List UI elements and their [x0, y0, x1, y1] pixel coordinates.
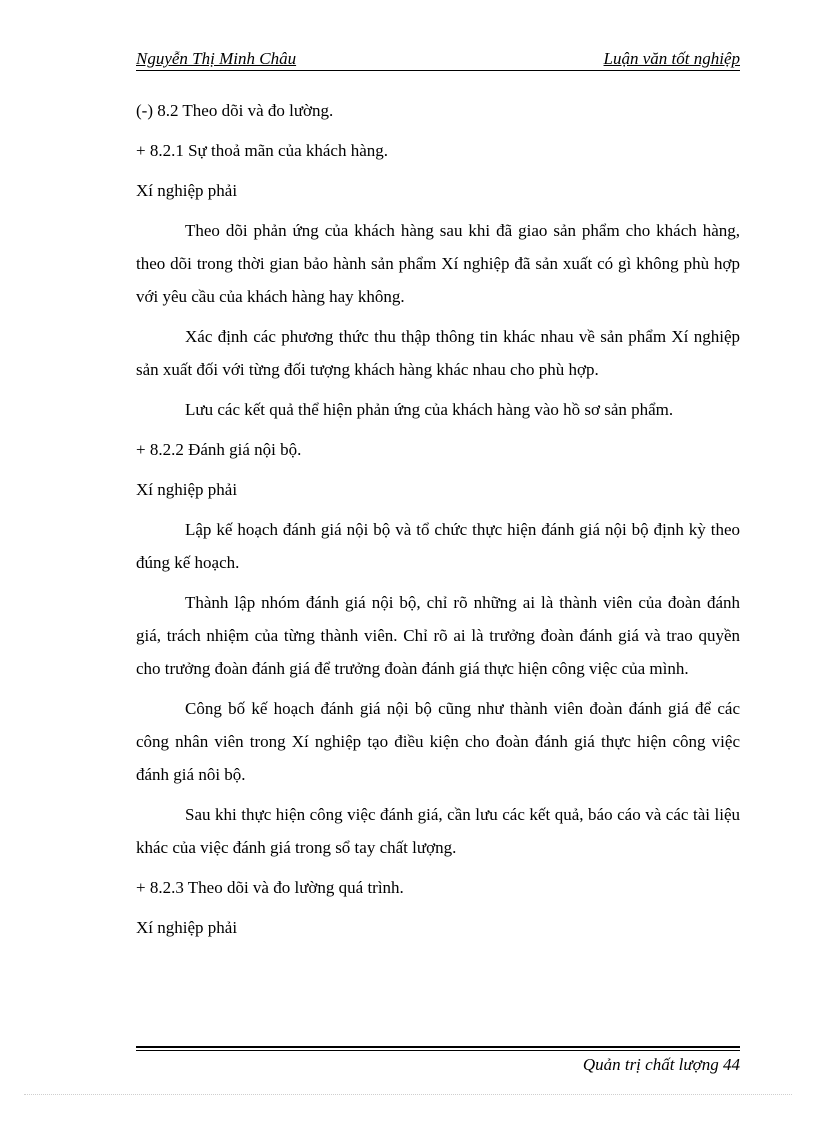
- paragraph: + 8.2.3 Theo dõi và đo lường quá trình.: [136, 878, 404, 897]
- paragraph: Theo dõi phản ứng của khách hàng sau khi đã giao sản phẩm cho khách hàng, theo dõi trong thời gian bảo hành sản phẩm Xí nghiệp đã sản xuất có gì không phù hợp với yêu cầu của khách hàng hay không.: [136, 221, 740, 306]
- page-bottom-dotted-line: [24, 1094, 792, 1095]
- page-header: [136, 48, 740, 72]
- paragraph: Xí nghiệp phải: [136, 181, 238, 200]
- paragraph: Xí nghiệp phải: [136, 480, 238, 499]
- paragraph: Lập kế hoạch đánh giá nội bộ và tổ chức thực hiện đánh giá nội bộ định kỳ theo đúng kế hoạch.: [136, 520, 740, 572]
- page-footer: [136, 1046, 740, 1080]
- paragraph: Lưu các kết quả thể hiện phản ứng của khách hàng vào hồ sơ sản phẩm.: [185, 400, 674, 419]
- paragraph: Công bố kế hoạch đánh giá nội bộ cũng như thành viên đoàn đánh giá để các công nhân viên trong Xí nghiệp tạo điều kiện cho đoàn đánh giá thực hiện công việc đánh giá nôi bộ.: [136, 699, 740, 784]
- footer-rule-thick: [136, 1046, 740, 1048]
- footer-rule-thin: [136, 1050, 740, 1051]
- paragraph: Thành lập nhóm đánh giá nội bộ, chỉ rõ những ai là thành viên của đoàn đánh giá, trách nhiệm của từng thành viên. Chỉ rõ ai là trưởng đoàn đánh giá và trao quyền cho trưởng đoàn đánh giá để trưởng đoàn đánh giá thực hiện công việc của mình.: [136, 593, 740, 678]
- paragraph: + 8.2.1 Sự thoả mãn của khách hàng.: [136, 141, 389, 160]
- paragraph: (-) 8.2 Theo dõi và đo lường.: [136, 101, 334, 120]
- page-body: [136, 94, 740, 944]
- paragraph: + 8.2.2 Đánh giá nội bộ.: [136, 440, 302, 459]
- header-author: Nguyễn Thị Minh Châu: [136, 49, 297, 68]
- paragraph: Sau khi thực hiện công việc đánh giá, cần lưu các kết quả, báo cáo và các tài liệu khác của việc đánh giá trong sổ tay chất lượng.: [136, 805, 740, 857]
- header-rule: [136, 70, 740, 71]
- paragraph: Xí nghiệp phải: [136, 918, 238, 937]
- header-title: Luận văn tốt nghiệp: [603, 49, 740, 68]
- footer-text: Quản trị chất lượng 44: [582, 1055, 740, 1074]
- paragraph: Xác định các phương thức thu thập thông tin khác nhau về sản phẩm Xí nghiệp sản xuất đối với từng đối tượng khách hàng khác nhau cho phù hợp.: [136, 327, 740, 379]
